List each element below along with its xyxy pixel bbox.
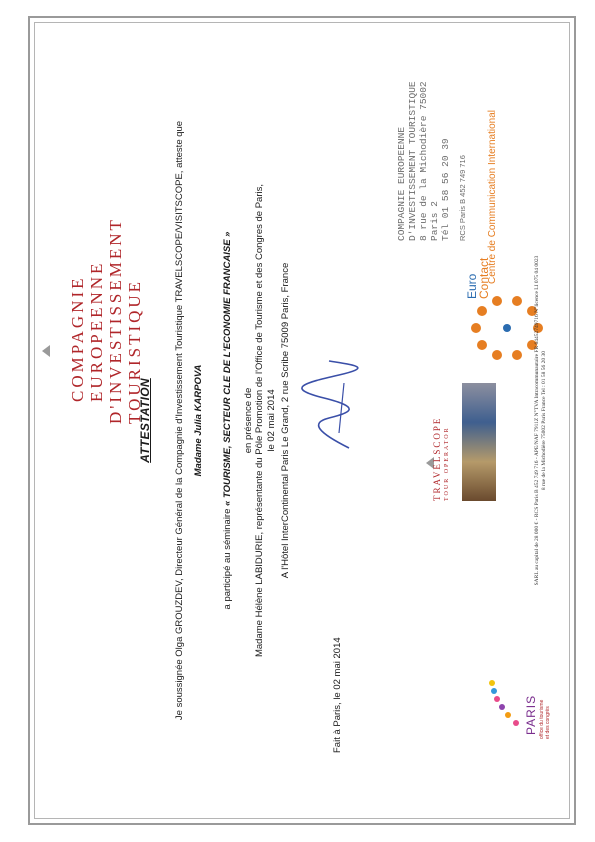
place-date: Fait à Paris, le 02 mai 2014	[332, 637, 343, 753]
certificate-page	[34, 22, 570, 819]
stamp-line1: COMPAGNIE EUROPEENNE	[396, 126, 407, 241]
stamp-line2: D'INVESTISSEMENT TOURISTIQUE	[407, 81, 418, 241]
footer-line2: 8 rue de la Michodière 75002 Paris France Tel : 01 58 56 20 30	[541, 350, 547, 491]
participant-name: Madame Julia KARPOVA	[193, 364, 204, 477]
eurocontact-tagline: Centre de Communication International	[487, 110, 498, 284]
seminar-title: « TOURISME, SECTEUR CLE DE L'ECONOMIE FRANCAISE »	[222, 231, 233, 506]
document-title: ATTESTATION	[138, 378, 152, 463]
eurocontact-word2: Contact	[477, 257, 491, 299]
company-name-line1: COMPAGNIE EUROPEENNE	[68, 260, 106, 402]
legal-footer	[534, 22, 548, 819]
body-line-seminar	[222, 22, 233, 819]
body-line-declaration: Je soussignée Olga GROUZDEV, Directeur Général de la Compagnie d'Investissement Touristique TRAVELSCOPE/VISITSCOPE, atteste que	[174, 120, 185, 721]
paris-logo-sub2: et des congrès	[545, 706, 551, 739]
stamp-line4: Tél 01 58 56 20 39	[440, 138, 451, 241]
company-name-line2: D'INVESTISSEMENT TOURISTIQUE	[106, 217, 144, 424]
stamp-rcs: RCS Paris B 452 749 716	[458, 155, 467, 241]
body-line-venue: A l'Hôtel InterContinental Paris Le Grand, 2 rue Scribe 75009 Paris, France	[280, 262, 291, 579]
paris-logo-sub1: office du tourisme	[539, 699, 545, 739]
travelscope-sub: TOUR OPERATOR	[444, 426, 450, 501]
seminar-prefix: a participé au séminaire	[222, 505, 233, 610]
eurocontact-word1: Euro	[465, 273, 479, 299]
company-stamp	[396, 71, 468, 241]
company-name	[68, 184, 144, 424]
travelscope-image	[462, 383, 496, 501]
body-line-presence: en présence de	[243, 387, 254, 454]
travelscope-name: TRAVELSCOPE	[432, 416, 442, 501]
company-triangle-icon	[42, 345, 50, 357]
signature-icon	[299, 358, 369, 453]
travelscope-logo	[432, 383, 460, 501]
body-line-date: le 02 mai 2014	[266, 389, 277, 452]
body-line-representative: Madame Hélène LABIDURIE, représentante du Pôle Promotion de l'Office de Tourisme et des Congres de Paris,	[254, 184, 265, 658]
stamp-line3: 8 rue de la Michodière 75002 Paris 2	[418, 81, 440, 241]
paris-logo-word: PARIS	[524, 694, 538, 735]
footer-line1: SARL au capital de 28 000 € - RCS Paris B 452 749 716 - APE/NAF 7911Z N°TVA Intracommunautaire FR 64452749716 N°licence LI 075 04 0023	[534, 255, 540, 586]
